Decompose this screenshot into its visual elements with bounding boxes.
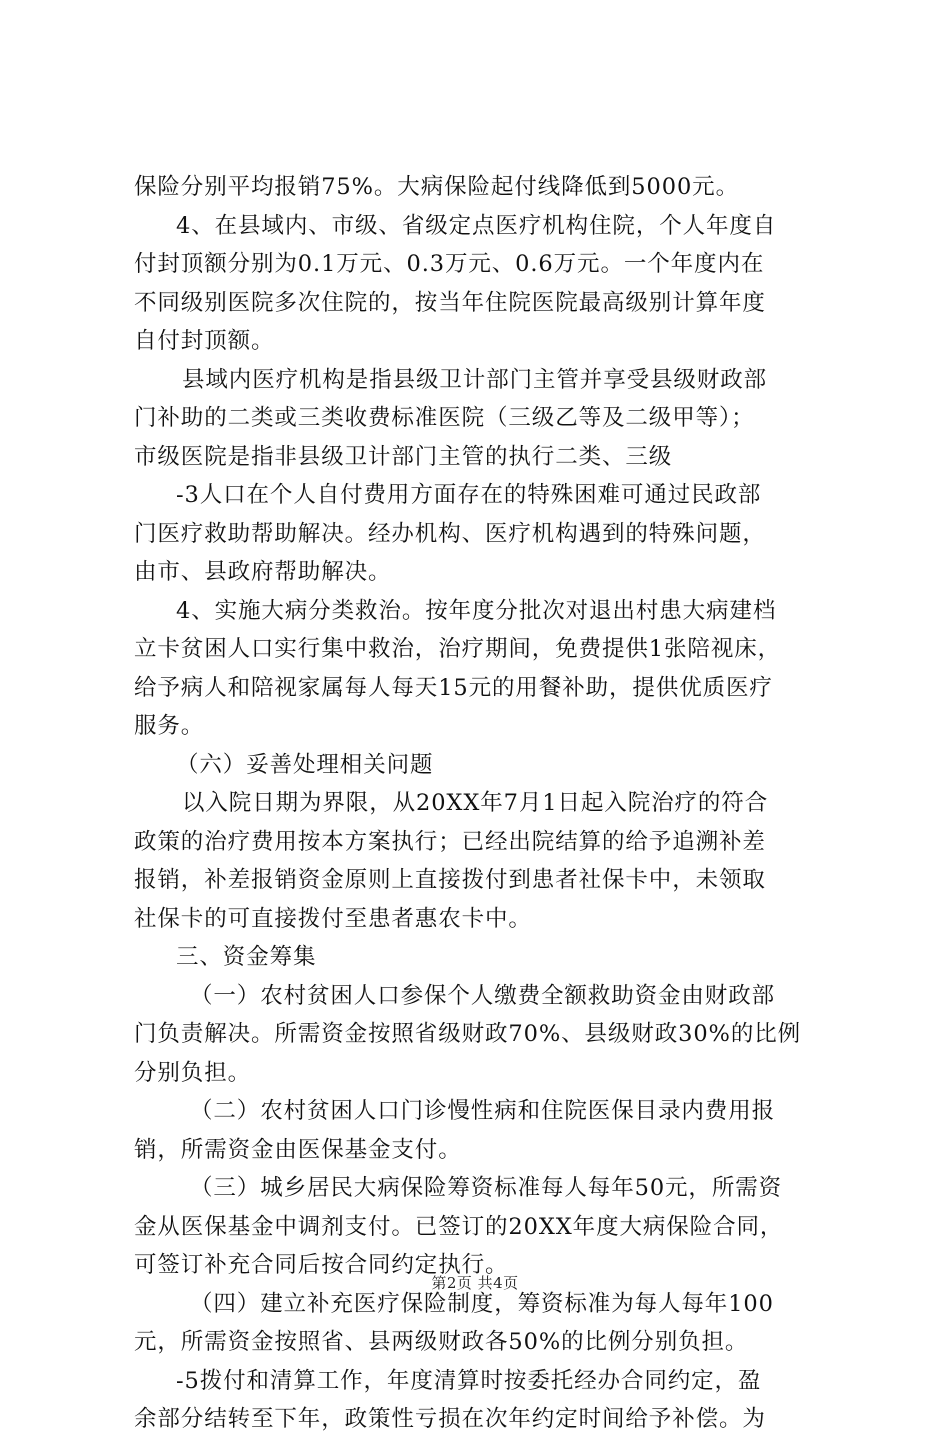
text-line: 社保卡的可直接拨付至患者惠农卡中。	[134, 905, 532, 932]
text-line: 不同级别医院多次住院的，按当年住院医院最高级别计算年度	[134, 289, 766, 316]
text-line: 政策的治疗费用按本方案执行；已经出院结算的给予追溯补差	[134, 828, 766, 855]
text-line: 市级医院是指非县级卫计部门主管的执行二类、三级	[134, 443, 673, 470]
text-line: 余部分结转至下年，政策性亏损在次年约定时间给予补偿。为	[134, 1406, 766, 1432]
text-line: 4、在县域内、市级、省级定点医疗机构住院，个人年度自	[176, 212, 777, 239]
text-line: 门医疗救助帮助解决。经办机构、医疗机构遇到的特殊问题，	[134, 520, 766, 547]
text-line: 4、实施大病分类救治。按年度分批次对退出村患大病建档	[176, 597, 777, 624]
text-line: 金从医保基金中调剂支付。已签订的20XX年度大病保险合同，	[134, 1213, 784, 1240]
text-line: （三）城乡居民大病保险筹资标准每人每年50元，所需资	[190, 1175, 783, 1201]
section-heading: （六）妥善处理相关问题	[176, 751, 434, 778]
body-text	[134, 168, 834, 1439]
text-line: 自付封顶额。	[134, 328, 275, 354]
text-line: （四）建立补充医疗保险制度，筹资标准为每人每年100	[190, 1290, 774, 1317]
text-line: 门负责解决。所需资金按照省级财政70%、县级财政30%的比例	[134, 1021, 802, 1047]
text-line: 给予病人和陪视家属每人每天15元的用餐补助，提供优质医疗	[134, 674, 773, 701]
text-line: 销，所需资金由医保基金支付。	[134, 1136, 462, 1163]
text-line: -3人口在个人自付费用方面存在的特殊困难可通过民政部	[176, 482, 762, 508]
section-heading: 三、资金筹集	[176, 944, 317, 970]
text-line: 可签订补充合同后按合同约定执行。	[134, 1252, 509, 1278]
text-line: 县域内医疗机构是指县级卫计部门主管并享受县级财政部	[182, 366, 768, 393]
page-footer: 第2页 共4页	[431, 1274, 519, 1292]
text-line: 报销，补差报销资金原则上直接拨付到患者社保卡中，未领取	[134, 867, 766, 893]
text-line: 付封顶额分别为0.1万元、0.3万元、0.6万元。一个年度内在	[134, 251, 765, 277]
text-line: 门补助的二类或三类收费标准医院（三级乙等及二级甲等）；	[134, 405, 755, 431]
text-line: 保险分别平均报销75%。大病保险起付线降低到5000元。	[134, 174, 739, 200]
text-line: -5拨付和清算工作，年度清算时按委托经办合同约定，盈	[176, 1367, 762, 1394]
text-line: 分别负担。	[134, 1059, 252, 1086]
text-line: 由市、县政府帮助解决。	[134, 559, 392, 585]
text-line: （一）农村贫困人口参保个人缴费全额救助资金由财政部	[190, 982, 776, 1009]
text-line: （二）农村贫困人口门诊慢性病和住院医保目录内费用报	[190, 1098, 776, 1124]
text-line: 以入院日期为界限，从20XX年7月1日起入院治疗的符合	[182, 790, 769, 816]
text-line: 元，所需资金按照省、县两级财政各50%的比例分别负担。	[134, 1329, 749, 1355]
text-line: 服务。	[134, 713, 205, 739]
text-line: 立卡贫困人口实行集中救治，治疗期间，免费提供1张陪视床，	[134, 636, 782, 662]
